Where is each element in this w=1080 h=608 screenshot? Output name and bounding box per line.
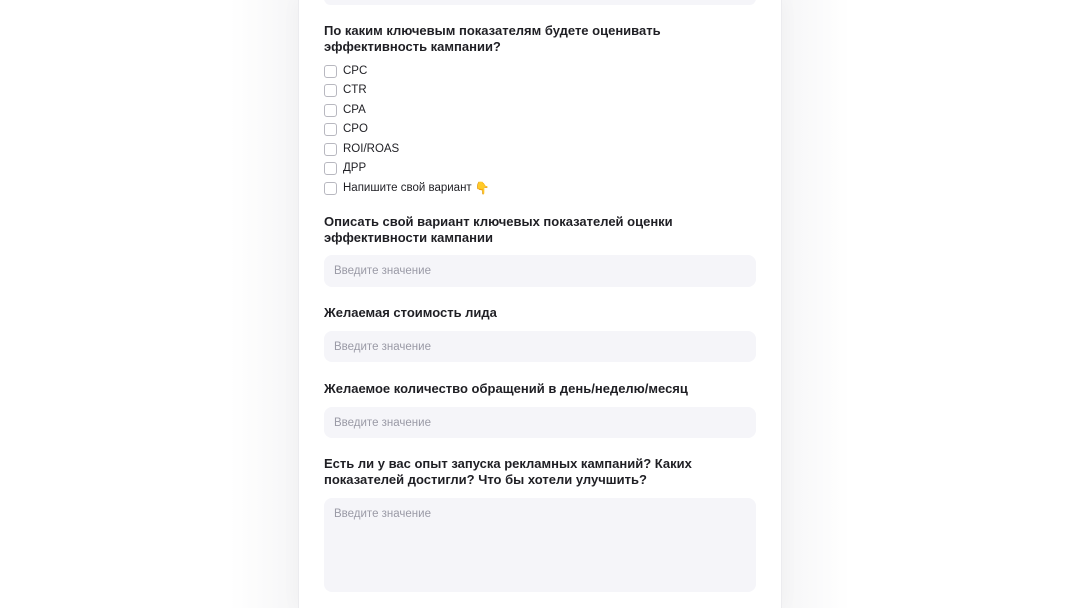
lead-cost-input[interactable] — [324, 331, 756, 362]
experience-textarea[interactable] — [324, 498, 756, 592]
kpi-option-label: ROI/ROAS — [343, 143, 400, 155]
kpi-option-checkbox[interactable] — [324, 65, 337, 78]
form-card — [298, 0, 782, 608]
kpi-option-ctr[interactable] — [324, 82, 367, 98]
kpi-option-cpo[interactable] — [324, 121, 368, 137]
requests-placeholder: Введите значение — [334, 416, 431, 429]
kpi-option-drr[interactable] — [324, 160, 366, 176]
kpi-custom-input[interactable] — [324, 255, 756, 287]
kpi-option-checkbox[interactable] — [324, 143, 337, 156]
kpi-option-checkbox[interactable] — [324, 182, 337, 195]
kpi-option-roi-roas[interactable] — [324, 141, 399, 157]
lead-cost-question-label: Желаемая стоимость лида — [324, 305, 497, 320]
kpi-option-other[interactable] — [324, 180, 490, 196]
kpi-option-label: CPC — [343, 65, 368, 77]
kpi-option-checkbox[interactable] — [324, 162, 337, 175]
kpi-option-checkbox[interactable] — [324, 123, 337, 136]
kpi-option-cpa[interactable] — [324, 102, 366, 118]
kpi-custom-question-label: Описать свой вариант ключевых показателей оценки эффективности кампании — [324, 214, 673, 245]
kpi-option-label: CPO — [343, 123, 368, 135]
kpi-custom-placeholder: Введите значение — [334, 265, 431, 277]
requests-input[interactable] — [324, 407, 756, 438]
experience-placeholder: Введите значение — [334, 508, 431, 520]
previous-input-field[interactable] — [324, 0, 756, 5]
kpi-question-label: По каким ключевым показателям будете оценивать эффективность кампании? — [324, 23, 661, 54]
requests-question-label: Желаемое количество обращений в день/неделю/месяц — [324, 381, 688, 396]
kpi-option-label: Напишите свой вариант — [343, 182, 472, 194]
kpi-option-label: ДРР — [343, 162, 367, 174]
kpi-option-cpc[interactable] — [324, 63, 367, 79]
backhand-pointing-down-icon: 👇 — [474, 181, 490, 195]
kpi-option-label: CTR — [343, 84, 367, 96]
kpi-option-checkbox[interactable] — [324, 104, 337, 117]
experience-question-label: Есть ли у вас опыт запуска рекламных кампаний? Каких показателей достигли? Что бы хотели улучшить? — [324, 456, 692, 487]
kpi-option-checkbox[interactable] — [324, 84, 337, 97]
kpi-option-label: CPA — [343, 104, 366, 116]
lead-cost-placeholder: Введите значение — [334, 340, 431, 353]
